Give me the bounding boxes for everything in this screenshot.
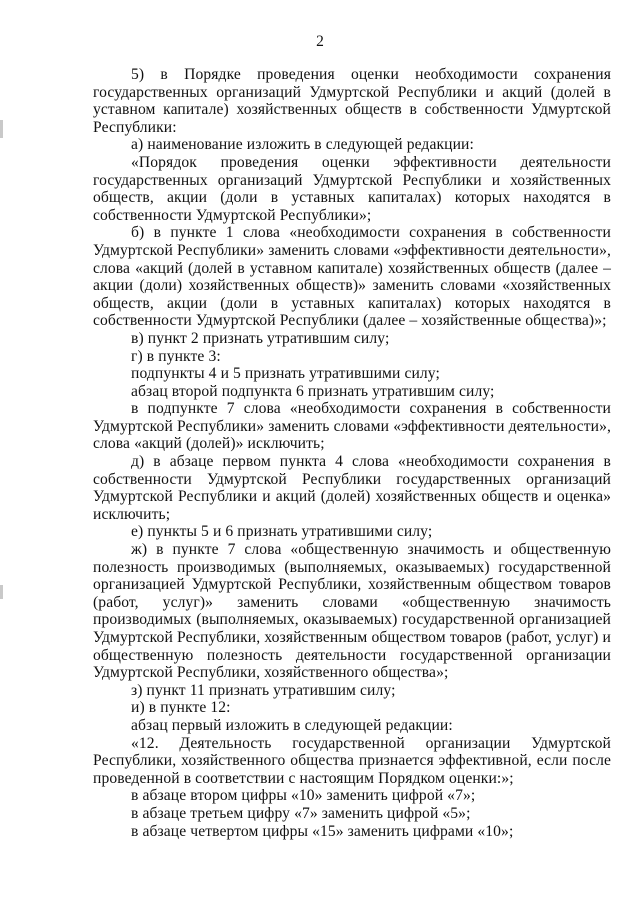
paragraph: в абзаце четвертом цифры «15» заменить цифрами «10»; bbox=[131, 822, 514, 840]
paragraph: и) в пункте 12: bbox=[131, 699, 231, 717]
paragraph: в абзаце третьем цифру «7» заменить цифрой «5»; bbox=[131, 804, 471, 822]
paragraph: абзац первый изложить в следующей редакции: bbox=[131, 716, 453, 734]
paragraph: абзац второй подпункта 6 признать утратившим силу; bbox=[131, 382, 495, 400]
scan-edge-mark bbox=[0, 120, 3, 138]
paragraph: в абзаце втором цифры «10» заменить цифрой «7»; bbox=[131, 787, 476, 805]
paragraph: б) в пункте 1 слова «необходимости сохранения в собственности Удмуртской Республики» заменить словами «эффективности деятельности», слова «акций (долей в уставном капитале) хозяйственных обществ (далее – акции (доли) хозяйственных обществ)» заменить словами «хозяйственных обществ, акции (доли в уставных капиталах) которых находятся в собственности Удмуртской Республики (далее – хозяйственные общества)»; bbox=[93, 224, 611, 330]
paragraph: подпункты 4 и 5 признать утратившими силу; bbox=[131, 365, 440, 383]
page-number: 2 bbox=[316, 33, 324, 50]
scan-edge-mark bbox=[0, 585, 3, 599]
paragraph: «Порядок проведения оценки эффективности деятельности государственных организаций Удмуртской Республики и хозяйственных обществ, акции (доли в уставных капиталах) которых находятся в собственности Удмуртской Республики»; bbox=[93, 153, 611, 224]
paragraph: 5) в Порядке проведения оценки необходимости сохранения государственных организаций Удмуртской Республики и акций (долей в уставном капитале) хозяйственных обществ в собственности Удмуртской Республики: bbox=[93, 66, 611, 136]
paragraph: з) пункт 11 признать утратившим силу; bbox=[131, 681, 396, 699]
paragraph: в подпункте 7 слова «необходимости сохранения в собственности Удмуртской Республики» заменить словами «эффективности деятельности», слова «акций (долей)» исключить; bbox=[93, 400, 611, 453]
paragraph: д) в абзаце первом пункта 4 слова «необходимости сохранения в собственности Удмуртской Республики государственных организаций Удмуртской Республики и акций (долей) хозяйственных обществ и оценка» исключить; bbox=[93, 453, 611, 523]
paragraph: г) в пункте 3: bbox=[131, 347, 221, 365]
paragraph: а) наименование изложить в следующей редакции: bbox=[131, 136, 474, 154]
paragraph: ж) в пункте 7 слова «общественную значимость и общественную полезность производимых (выполняемых, оказываемых) государственной организацией Удмуртской Республики, хозяйственным обществом товаров (работ, услуг)» заменить словами «общественную значимость производимых (выполняемых, оказываемых) государственной организацией Удмуртской Республики, хозяйственным обществом товаров (работ, услуг) и общественную полезность деятельности государственной организации Удмуртской Республики, хозяйственного общества»; bbox=[93, 541, 611, 682]
paragraph: «12. Деятельность государственной организации Удмуртской Республики, хозяйственного общества признается эффективной, если после проведенной в соответствии с настоящим Порядком оценки:»; bbox=[93, 734, 611, 787]
paragraph: в) пункт 2 признать утратившим силу; bbox=[131, 329, 390, 347]
paragraph: е) пункты 5 и 6 признать утратившими силу; bbox=[131, 523, 433, 541]
document-body bbox=[93, 66, 611, 840]
